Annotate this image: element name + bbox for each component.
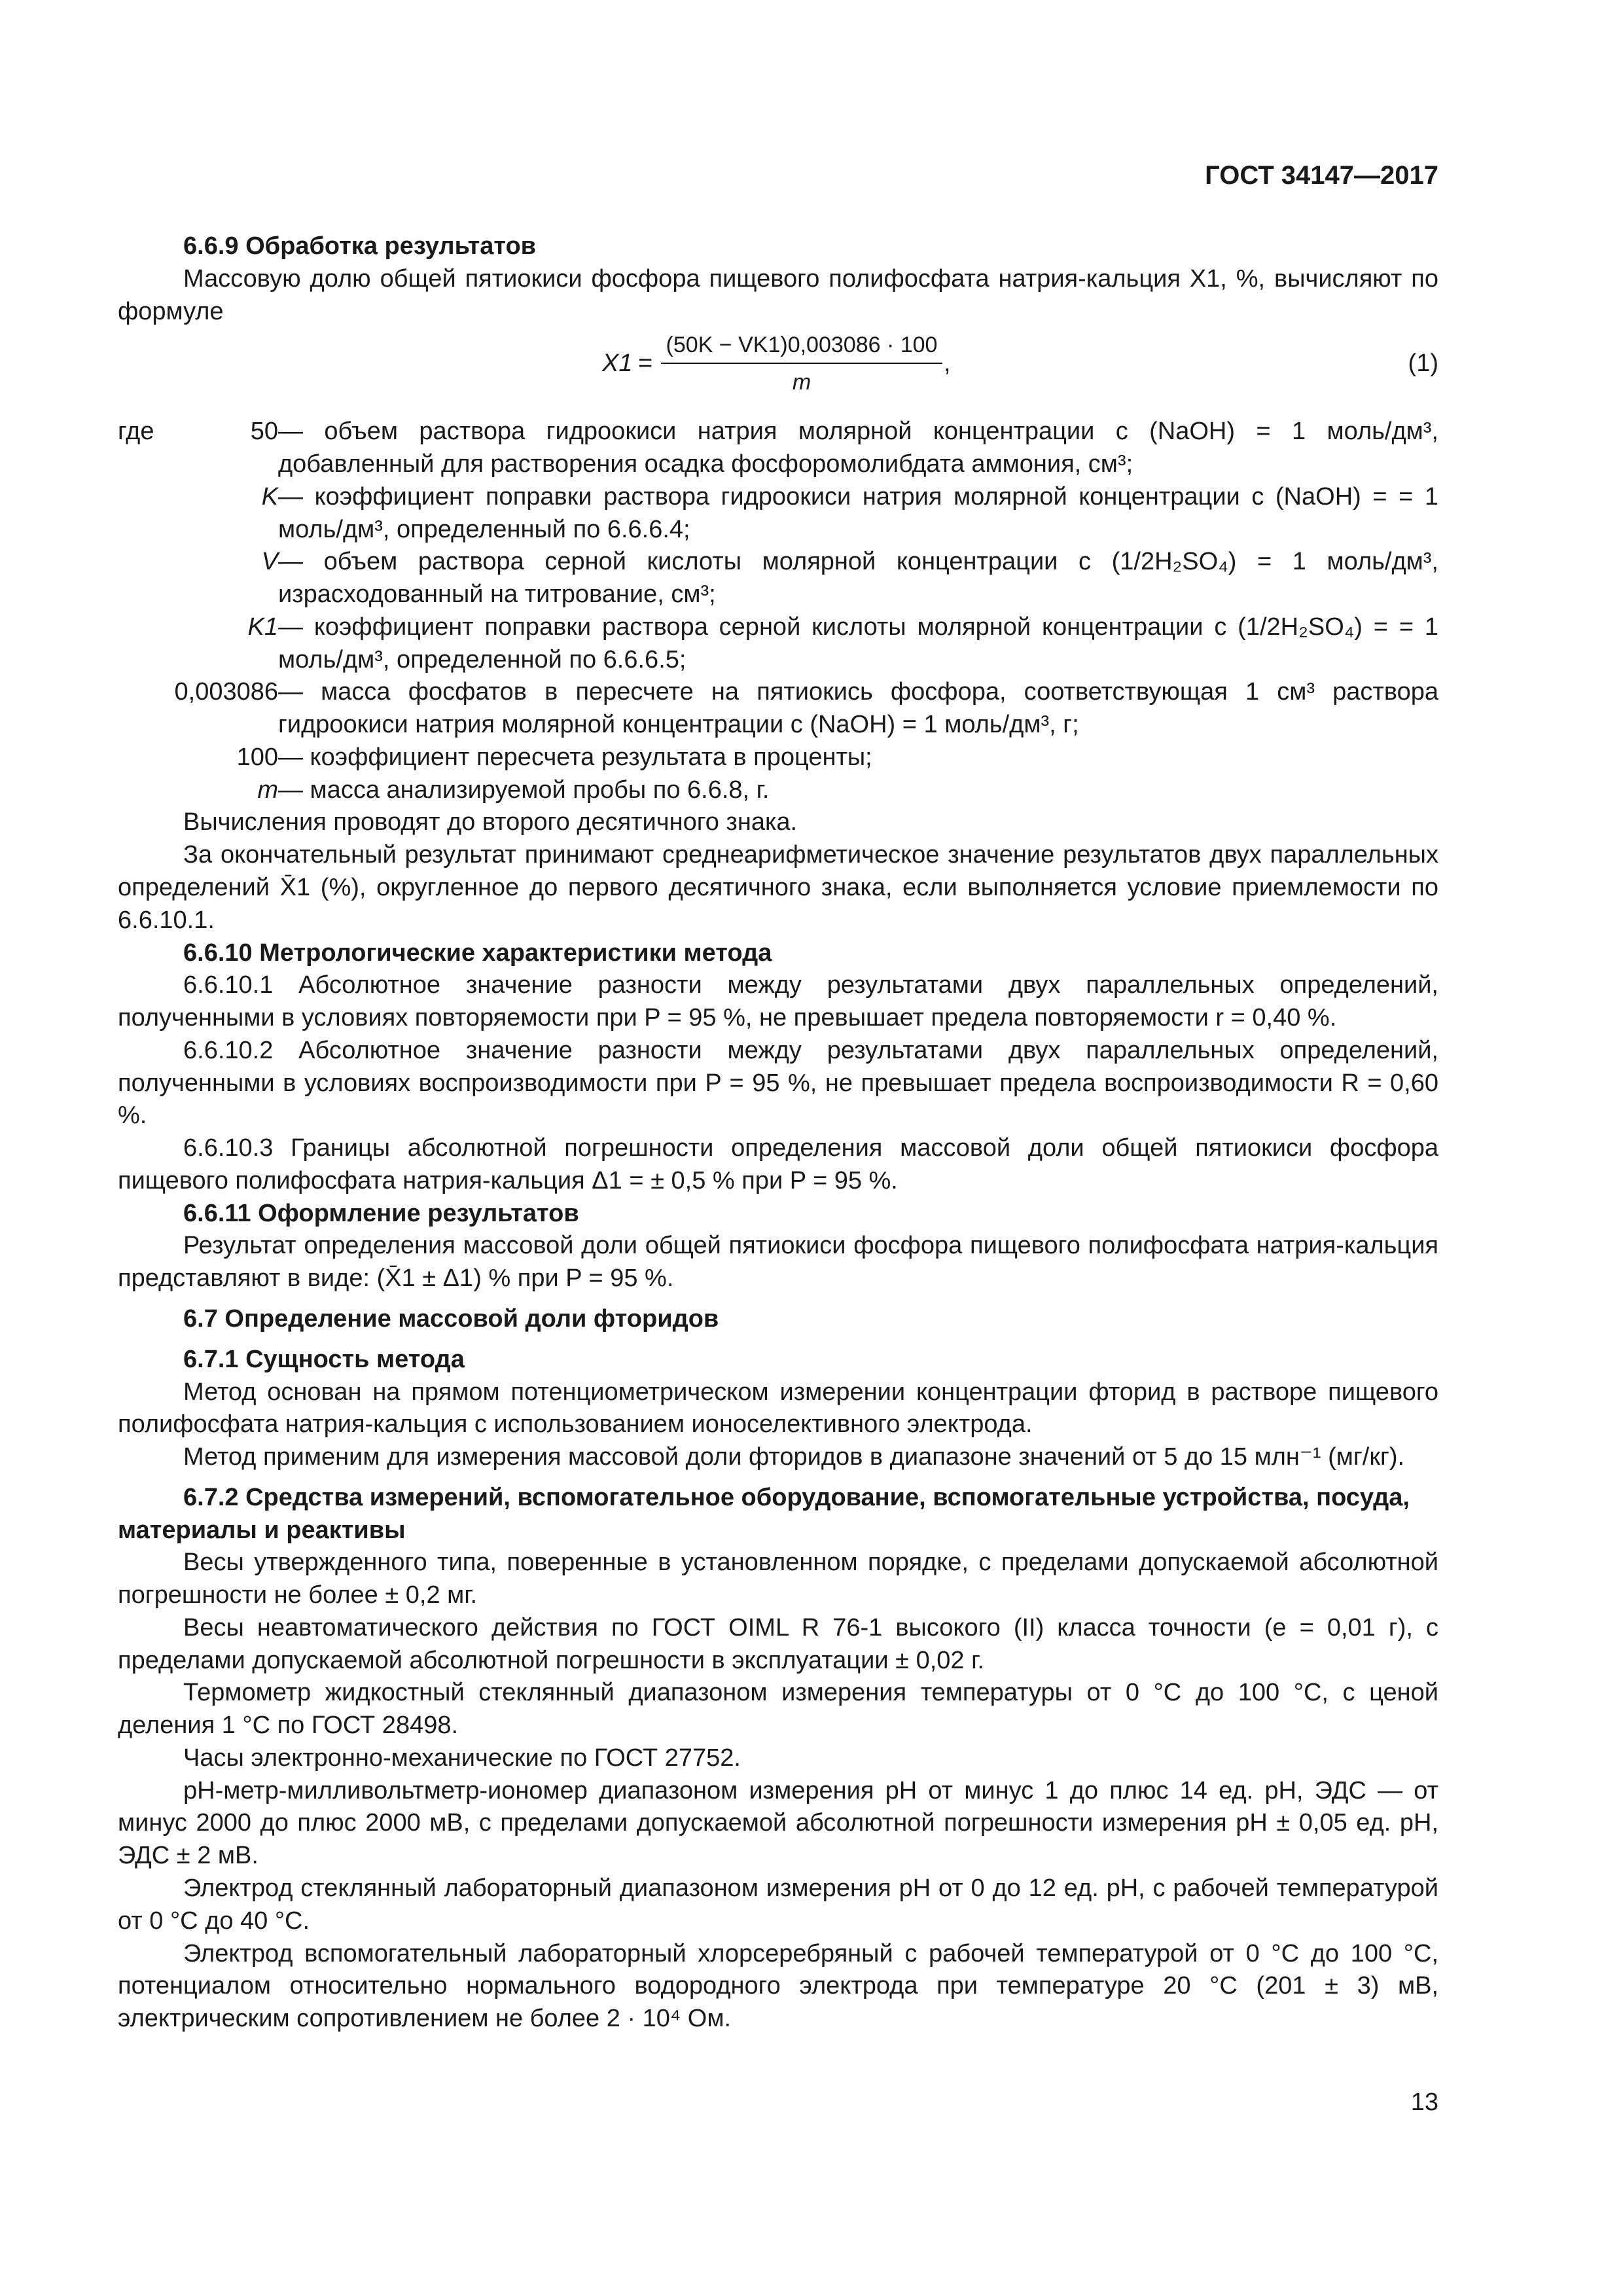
equipment-item: Термометр жидкостный стеклянный диапазоном измерения температуры от 0 °C до 100 °C, с ценой деления 1 °C по ГОСТ 28498.: [118, 1679, 1438, 1740]
formula-1: [118, 328, 1438, 412]
page-content: [118, 230, 1438, 2036]
legend-row: [118, 481, 1438, 547]
method-essence-text: Метод основан на прямом потенциометрическом измерении концентрации фторид в растворе пищевого полифосфата натрия-кальция с использованием ионоселективного электрода.: [118, 1378, 1438, 1439]
section-6-7-2-title-text: 6.7.2 Средства измерений, вспомогательное оборудование, вспомогательные устройства, посуда, материалы и реактивы: [118, 1483, 1410, 1544]
formula-legend: [118, 416, 1438, 806]
formula-lhs: X1: [602, 350, 633, 378]
legend-description: — объем раствора серной кислоты молярной концентрации c (1/2H₂SO₄) = 1 моль/дм³, израсходованный на титрование, см³;: [278, 548, 1438, 609]
legend-row: [118, 546, 1438, 611]
section-6-6-11-title: 6.6.11 Оформление результатов: [183, 1199, 579, 1227]
equipment-item: Весы утвержденного типа, поверенные в установленном порядке, с пределами допускаемой абсолютной погрешности не более ± 0,2 мг.: [118, 1549, 1438, 1609]
section-6-7-2-title: [118, 1482, 1438, 1547]
legend-description: — коэффициент поправки раствора гидроокиси натрия молярной концентрации c (NaOH) = = 1 моль/дм³, определенный по 6.6.6.4;: [278, 482, 1438, 543]
final-result-text: За окончательный результат принимают среднеарифметическое значение результатов двух параллельных определений X̄1 (%), округленное до первого десятичного знака, если выполняется условие приемлемости по 6.6.10.1.: [118, 841, 1438, 934]
legend-symbol: 100: [236, 743, 278, 771]
result-format-text: Результат определения массовой доли общей пятиокиси фосфора пищевого полифосфата натрия-кальция представляют в виде: (X̄1 ± Δ1) % при P = 95 %.: [118, 1232, 1438, 1293]
legend-row: [118, 416, 1438, 481]
formula-numerator: (50K − VK1)0,003086 · 100: [661, 331, 942, 364]
legend-row: [118, 742, 1438, 774]
legend-row: [118, 676, 1438, 742]
formula-fraction: [661, 331, 942, 397]
equipment-item: pH-метр-милливольтметр-иономер диапазоном измерения pH от минус 1 до плюс 14 ед. pH, ЭДС — от минус 2000 до плюс 2000 мВ, с пределами допускаемой абсолютной погрешности измерения pH ± 0,05 ед. pH, ЭДС ± 2 мВ.: [118, 1776, 1438, 1870]
formula-comma: ,: [944, 350, 951, 378]
legend-symbol: K1: [247, 613, 278, 641]
method-range-text: Метод применим для измерения массовой доли фторидов в диапазоне значений от 5 до 15 млн⁻¹ (мг/кг).: [183, 1443, 1405, 1471]
clause-6-6-10-1: 6.6.10.1 Абсолютное значение разности между результатами двух параллельных определений, полученными в условиях повторяемости при P = 95 %, не превышает предела повторяемости r = 0,40 %.: [118, 971, 1438, 1032]
equipment-item: Электрод вспомогательный лабораторный хлорсеребряный с рабочей температурой от 0 °C до 100 °C, потенциалом относительно нормального водородного электрода при температуре 20 °C (201 ± 3) мВ, электрическим сопротивлением не более 2 · 10⁴ Ом.: [118, 1939, 1438, 2033]
legend-symbol: 0,003086: [174, 678, 278, 706]
formula-denominator: m: [792, 369, 812, 395]
section-6-6-10-title: 6.6.10 Метрологические характеристики метода: [183, 939, 772, 967]
legend-description: — объем раствора гидроокиси натрия молярной концентрации c (NaOH) = 1 моль/дм³, добавленный для растворения осадка фосфоромолибдата аммония, см³;: [278, 418, 1438, 478]
legend-description: — коэффициент поправки раствора серной кислоты молярной концентрации c (1/2H₂SO₄) = = 1 моль/дм³, определенной по 6.6.6.5;: [278, 613, 1438, 673]
legend-symbol: m: [257, 776, 278, 804]
section-6-7-1-title: 6.7.1 Сущность метода: [183, 1345, 465, 1373]
section-6-6-9-title: 6.6.9 Обработка результатов: [183, 232, 537, 260]
section-6-7-title: 6.7 Определение массовой доли фторидов: [183, 1304, 719, 1333]
formula-equals: =: [638, 350, 653, 378]
page-number: 13: [1410, 2089, 1438, 2116]
document-code: ГОСТ 34147—2017: [1205, 161, 1438, 190]
equipment-item: Весы неавтоматического действия по ГОСТ OIML R 76-1 высокого (II) класса точности (e = 0,01 г), с пределами допускаемой абсолютной погрешности в эксплуатации ± 0,02 г.: [118, 1613, 1438, 1674]
clause-6-6-10-3: 6.6.10.3 Границы абсолютной погрешности определения массовой доли общей пятиокиси фосфора пищевого полифосфата натрия-кальция Δ1 = ± 0,5 % при P = 95 %.: [118, 1134, 1438, 1194]
legend-description: — масса фосфатов в пересчете на пятиокись фосфора, соответствующая 1 см³ раствора гидроокиси натрия молярной концентрации c (NaOH) = 1 моль/дм³, г;: [278, 678, 1438, 739]
formula-number: (1): [1408, 350, 1438, 378]
equipment-item: Часы электронно-механические по ГОСТ 27752.: [183, 1744, 741, 1772]
formula-intro: Массовую долю общей пятиокиси фосфора пищевого полифосфата натрия-кальция X1, %, вычисляют по формуле: [118, 264, 1438, 325]
legend-row: [118, 611, 1438, 677]
equipment-item: Электрод стеклянный лабораторный диапазоном измерения pH от 0 до 12 ед. pH, с рабочей температурой от 0 °C до 40 °C.: [118, 1874, 1438, 1935]
clause-6-6-10-2: 6.6.10.2 Абсолютное значение разности между результатами двух параллельных определений, полученными в условиях воспроизводимости при P = 95 %, не превышает предела воспроизводимости R = 0,60 %.: [118, 1036, 1438, 1130]
legend-description: — коэффициент пересчета результата в проценты;: [278, 743, 872, 771]
legend-symbol: K: [261, 482, 278, 511]
where-word: где: [118, 418, 154, 446]
calc-precision-text: Вычисления проводят до второго десятичного знака.: [183, 808, 798, 836]
legend-symbol: V: [261, 548, 278, 576]
legend-description: — масса анализируемой пробы по 6.6.8, г.: [278, 776, 770, 804]
legend-row: [118, 774, 1438, 807]
legend-symbol: 50: [250, 418, 278, 446]
